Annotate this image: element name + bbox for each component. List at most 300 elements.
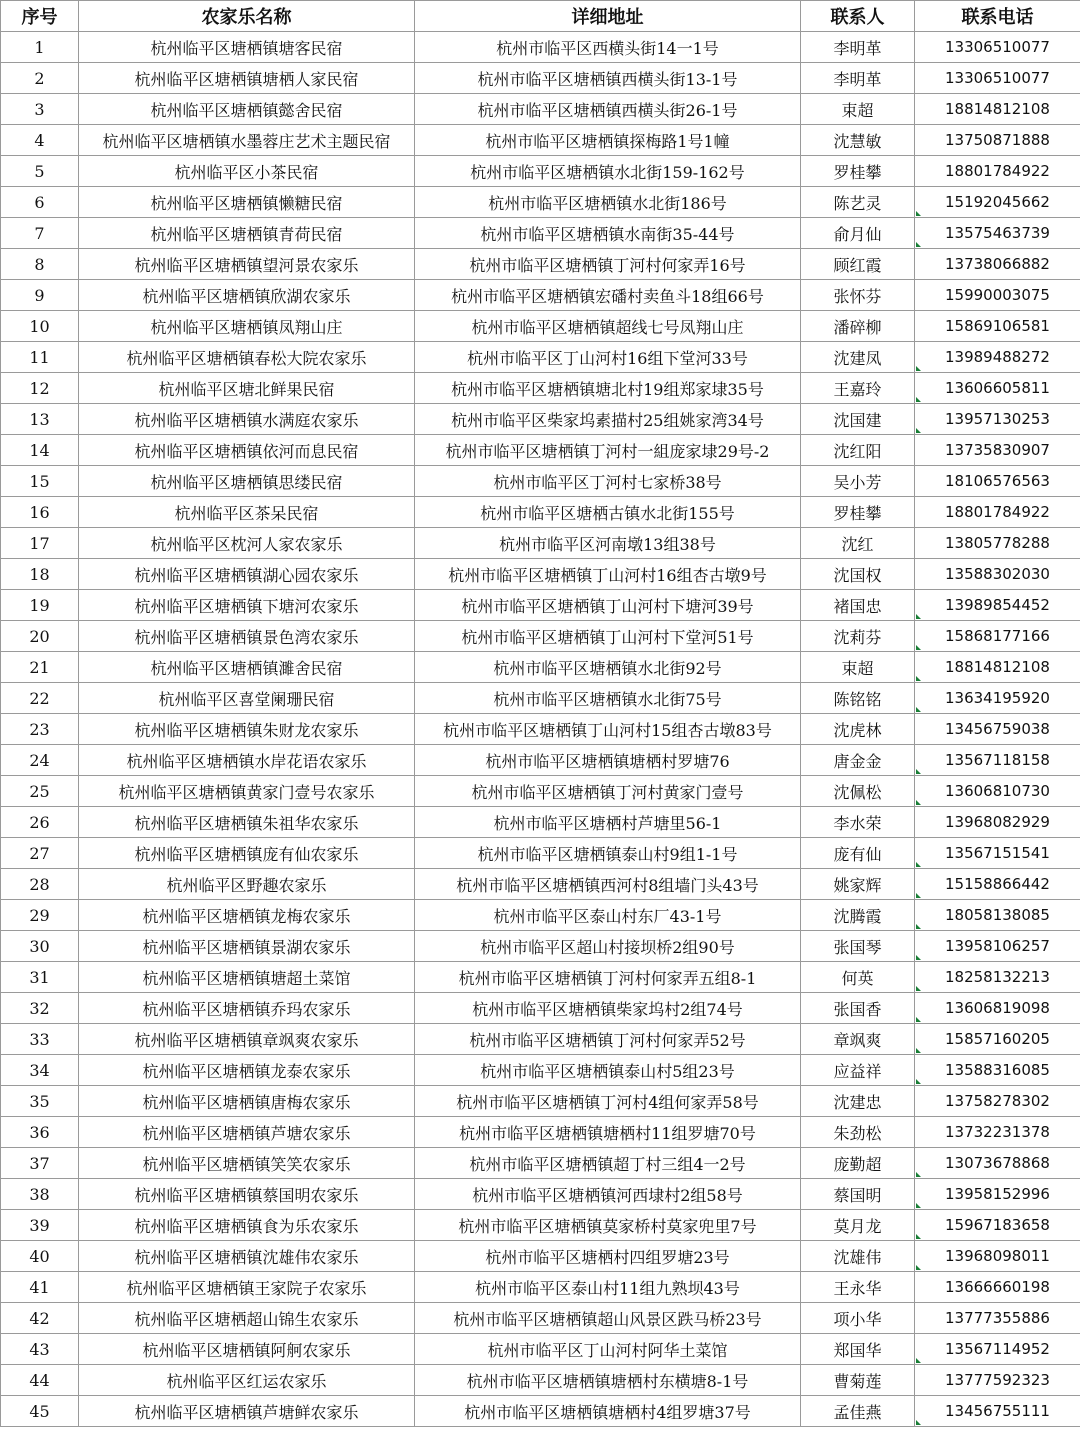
farmstay-name-cell: 杭州临平区塘栖镇思缕民宿: [79, 466, 415, 497]
phone-number: 13805778288: [945, 534, 1050, 552]
table-row: [1, 1272, 1080, 1303]
address-cell: 杭州市临平区塘栖镇丁山河村15组杏古墩83号: [415, 714, 801, 745]
farmstay-name-cell: 杭州临平区塘栖镇塘超土菜馆: [79, 962, 415, 993]
table-row: [1, 993, 1080, 1024]
contact-person-cell: 唐金金: [801, 745, 915, 776]
row-index-cell: 12: [1, 373, 79, 404]
phone-cell: [915, 1086, 1080, 1117]
table-row: [1, 869, 1080, 900]
table-row: [1, 1303, 1080, 1334]
phone-number: 13968082929: [945, 813, 1050, 831]
phone-cell: [915, 156, 1080, 187]
cell-error-indicator-icon: [916, 1203, 921, 1208]
row-index-cell: 42: [1, 1303, 79, 1334]
contact-person-cell: 罗桂攀: [801, 497, 915, 528]
phone-number: 13777355886: [945, 1309, 1050, 1327]
phone-cell: [915, 714, 1080, 745]
contact-person-cell: 沈建忠: [801, 1086, 915, 1117]
phone-number: 15967183658: [945, 1216, 1050, 1234]
table-row: [1, 1148, 1080, 1179]
phone-cell: [915, 466, 1080, 497]
contact-person-cell: 罗桂攀: [801, 156, 915, 187]
phone-cell: [915, 435, 1080, 466]
table-row: [1, 652, 1080, 683]
table-row: [1, 466, 1080, 497]
row-index-cell: 35: [1, 1086, 79, 1117]
cell-error-indicator-icon: [916, 428, 921, 433]
phone-cell: [915, 590, 1080, 621]
address-cell: 杭州市临平区丁山河村16组下堂河33号: [415, 342, 801, 373]
address-cell: 杭州市临平区泰山村11组九熟坝43号: [415, 1272, 801, 1303]
phone-number: 13567151541: [945, 844, 1050, 862]
farmstay-name-cell: 杭州临平区塘栖镇景色湾农家乐: [79, 621, 415, 652]
row-index-cell: 1: [1, 32, 79, 63]
farmstay-name-cell: 杭州临平区塘栖镇景湖农家乐: [79, 931, 415, 962]
row-index-cell: 16: [1, 497, 79, 528]
contact-person-cell: 李明革: [801, 32, 915, 63]
farmstay-name-cell: 杭州临平区塘栖镇唐梅农家乐: [79, 1086, 415, 1117]
row-index-cell: 8: [1, 249, 79, 280]
row-index-cell: 25: [1, 776, 79, 807]
farmstay-name-cell: 杭州临平区塘栖镇濉舍民宿: [79, 652, 415, 683]
address-cell: 杭州市临平区河南墩13组38号: [415, 528, 801, 559]
phone-cell: [915, 32, 1080, 63]
address-cell: 杭州市临平区塘栖镇河西埭村2组58号: [415, 1179, 801, 1210]
cell-error-indicator-icon: [916, 955, 921, 960]
table-row: [1, 249, 1080, 280]
contact-person-cell: 曹菊莲: [801, 1365, 915, 1396]
address-cell: 杭州市临平区丁山河村阿华土菜馆: [415, 1334, 801, 1365]
address-cell: 杭州市临平区塘栖镇水北街159-162号: [415, 156, 801, 187]
farmstay-name-cell: 杭州临平区塘栖镇朱祖华农家乐: [79, 807, 415, 838]
phone-number: 13958106257: [945, 937, 1050, 955]
cell-error-indicator-icon: [916, 211, 921, 216]
table-row: [1, 497, 1080, 528]
address-cell: 杭州市临平区柴家坞素描村25组姚家湾34号: [415, 404, 801, 435]
phone-cell: [915, 559, 1080, 590]
phone-cell: [915, 931, 1080, 962]
farmstay-name-cell: 杭州临平区塘栖镇水岸花语农家乐: [79, 745, 415, 776]
address-cell: 杭州市临平区塘栖镇丁河村黄家门壹号: [415, 776, 801, 807]
table-body: [1, 32, 1080, 1427]
cell-error-indicator-icon: [916, 1420, 921, 1425]
table-row: [1, 311, 1080, 342]
table-row: [1, 528, 1080, 559]
farmstay-name-cell: 杭州临平区塘栖镇芦塘农家乐: [79, 1117, 415, 1148]
farmstay-name-cell: 杭州临平区塘栖镇乔玛农家乐: [79, 993, 415, 1024]
table-row: [1, 404, 1080, 435]
row-index-cell: 21: [1, 652, 79, 683]
contact-person-cell: 顾红霞: [801, 249, 915, 280]
address-cell: 杭州市临平区塘栖镇西横头街13-1号: [415, 63, 801, 94]
phone-cell: [915, 94, 1080, 125]
row-index-cell: 44: [1, 1365, 79, 1396]
phone-cell: [915, 1148, 1080, 1179]
address-cell: 杭州市临平区塘栖镇塘北村19组郑家埭35号: [415, 373, 801, 404]
row-index-cell: 34: [1, 1055, 79, 1086]
row-index-cell: 6: [1, 187, 79, 218]
cell-error-indicator-icon: [916, 862, 921, 867]
row-index-cell: 28: [1, 869, 79, 900]
table-row: [1, 900, 1080, 931]
row-index-cell: 32: [1, 993, 79, 1024]
contact-person-cell: 潘碎柳: [801, 311, 915, 342]
address-cell: 杭州市临平区西横头街14一1号: [415, 32, 801, 63]
contact-person-cell: 束超: [801, 652, 915, 683]
table-row: [1, 1024, 1080, 1055]
header-farmstay-name: 农家乐名称: [79, 1, 415, 32]
table-row: [1, 621, 1080, 652]
row-index-cell: 19: [1, 590, 79, 621]
phone-cell: [915, 776, 1080, 807]
contact-person-cell: 陈艺灵: [801, 187, 915, 218]
farmstay-name-cell: 杭州临平区塘栖镇沈雄伟农家乐: [79, 1241, 415, 1272]
phone-number: 15158866442: [945, 875, 1050, 893]
contact-person-cell: 张国香: [801, 993, 915, 1024]
header-row: [1, 1, 1080, 32]
contact-person-cell: 沈慧敏: [801, 125, 915, 156]
address-cell: 杭州市临平区塘栖镇水南街35-44号: [415, 218, 801, 249]
farmstay-name-cell: 杭州临平区塘栖镇凤翔山庄: [79, 311, 415, 342]
contact-person-cell: 沈雄伟: [801, 1241, 915, 1272]
phone-cell: [915, 807, 1080, 838]
address-cell: 杭州市临平区塘栖镇丁山河村下塘河39号: [415, 590, 801, 621]
phone-cell: [915, 1334, 1080, 1365]
cell-error-indicator-icon: [916, 1048, 921, 1053]
phone-number: 13777592323: [945, 1371, 1050, 1389]
phone-number: 13575463739: [945, 224, 1050, 242]
contact-person-cell: 张怀芬: [801, 280, 915, 311]
phone-cell: [915, 1303, 1080, 1334]
phone-number: 13666660198: [945, 1278, 1050, 1296]
phone-number: 18258132213: [945, 968, 1050, 986]
table-row: [1, 807, 1080, 838]
table-row: [1, 838, 1080, 869]
farmstay-name-cell: 杭州临平区塘栖镇塘栖人家民宿: [79, 63, 415, 94]
farmstay-name-cell: 杭州临平区小茶民宿: [79, 156, 415, 187]
phone-number: 15990003075: [945, 286, 1050, 304]
farmstay-name-cell: 杭州临平区塘栖镇水满庭农家乐: [79, 404, 415, 435]
phone-cell: [915, 187, 1080, 218]
cell-error-indicator-icon: [916, 645, 921, 650]
contact-person-cell: 束超: [801, 94, 915, 125]
row-index-cell: 31: [1, 962, 79, 993]
phone-number: 13634195920: [945, 689, 1050, 707]
row-index-cell: 14: [1, 435, 79, 466]
cell-error-indicator-icon: [916, 707, 921, 712]
cell-error-indicator-icon: [916, 924, 921, 929]
cell-error-indicator-icon: [916, 397, 921, 402]
address-cell: 杭州市临平区塘栖镇水北街92号: [415, 652, 801, 683]
address-cell: 杭州市临平区塘栖镇西横头街26-1号: [415, 94, 801, 125]
farmstay-name-cell: 杭州临平区塘栖镇望河景农家乐: [79, 249, 415, 280]
address-cell: 杭州市临平区塘栖镇泰山村9组1-1号: [415, 838, 801, 869]
address-cell: 杭州市临平区塘栖镇西河村8组墙门头43号: [415, 869, 801, 900]
row-index-cell: 2: [1, 63, 79, 94]
address-cell: 杭州市临平区塘栖镇柴家坞村2组74号: [415, 993, 801, 1024]
contact-person-cell: 王嘉玲: [801, 373, 915, 404]
contact-person-cell: 姚家辉: [801, 869, 915, 900]
header-phone: 联系电话: [915, 1, 1080, 32]
table-row: [1, 931, 1080, 962]
cell-error-indicator-icon: [916, 676, 921, 681]
cell-error-indicator-icon: [916, 986, 921, 991]
contact-person-cell: 莫月龙: [801, 1210, 915, 1241]
cell-error-indicator-icon: [916, 893, 921, 898]
cell-error-indicator-icon: [916, 242, 921, 247]
table-row: [1, 1086, 1080, 1117]
phone-number: 15869106581: [945, 317, 1050, 335]
phone-number: 18106576563: [945, 472, 1050, 490]
phone-number: 18801784922: [945, 503, 1050, 521]
contact-person-cell: 孟佳燕: [801, 1396, 915, 1427]
row-index-cell: 17: [1, 528, 79, 559]
table-row: [1, 1365, 1080, 1396]
phone-cell: [915, 838, 1080, 869]
phone-cell: [915, 683, 1080, 714]
table-row: [1, 373, 1080, 404]
farmstay-name-cell: 杭州临平区喜堂阑珊民宿: [79, 683, 415, 714]
phone-number: 13750871888: [945, 131, 1050, 149]
farmstay-name-cell: 杭州临平区茶呆民宿: [79, 497, 415, 528]
table-row: [1, 218, 1080, 249]
table-row: [1, 590, 1080, 621]
farmstay-name-cell: 杭州临平区塘栖镇水墨蓉庄艺术主题民宿: [79, 125, 415, 156]
table-header: [1, 1, 1080, 32]
contact-person-cell: 王永华: [801, 1272, 915, 1303]
row-index-cell: 24: [1, 745, 79, 776]
address-cell: 杭州市临平区塘栖镇丁河村4组何家弄58号: [415, 1086, 801, 1117]
farmstay-name-cell: 杭州临平区塘栖镇龙泰农家乐: [79, 1055, 415, 1086]
phone-cell: [915, 528, 1080, 559]
phone-cell: [915, 342, 1080, 373]
phone-number: 13606810730: [945, 782, 1050, 800]
contact-person-cell: 庞有仙: [801, 838, 915, 869]
farmstay-name-cell: 杭州临平区塘栖镇青荷民宿: [79, 218, 415, 249]
farmstay-name-cell: 杭州临平区塘栖超山锦生农家乐: [79, 1303, 415, 1334]
phone-cell: [915, 404, 1080, 435]
phone-cell: [915, 280, 1080, 311]
phone-cell: [915, 311, 1080, 342]
phone-cell: [915, 1055, 1080, 1086]
phone-cell: [915, 621, 1080, 652]
contact-person-cell: 褚国忠: [801, 590, 915, 621]
contact-person-cell: 张国琴: [801, 931, 915, 962]
phone-number: 13989488272: [945, 348, 1050, 366]
farmstay-name-cell: 杭州临平区塘栖镇朱财龙农家乐: [79, 714, 415, 745]
address-cell: 杭州市临平区塘栖镇塘栖村4组罗塘37号: [415, 1396, 801, 1427]
phone-number: 13738066882: [945, 255, 1050, 273]
contact-person-cell: 沈国建: [801, 404, 915, 435]
row-index-cell: 38: [1, 1179, 79, 1210]
phone-number: 13456759038: [945, 720, 1050, 738]
phone-number: 13989854452: [945, 596, 1050, 614]
table-row: [1, 714, 1080, 745]
phone-number: 18814812108: [945, 658, 1050, 676]
phone-number: 15868177166: [945, 627, 1050, 645]
address-cell: 杭州市临平区塘栖镇塘栖村罗塘76: [415, 745, 801, 776]
address-cell: 杭州市临平区塘栖镇丁河村一組庞家埭29号-2: [415, 435, 801, 466]
farmstay-name-cell: 杭州临平区塘栖镇王家院子农家乐: [79, 1272, 415, 1303]
address-cell: 杭州市临平区塘栖镇泰山村5组23号: [415, 1055, 801, 1086]
phone-number: 13968098011: [945, 1247, 1050, 1265]
farmstay-name-cell: 杭州临平区塘栖镇龙梅农家乐: [79, 900, 415, 931]
table-row: [1, 1210, 1080, 1241]
farmstay-name-cell: 杭州临平区塘栖镇蔡国明农家乐: [79, 1179, 415, 1210]
table-row: [1, 745, 1080, 776]
address-cell: 杭州市临平区塘栖镇超山风景区跌马桥23号: [415, 1303, 801, 1334]
row-index-cell: 33: [1, 1024, 79, 1055]
contact-person-cell: 陈铭铭: [801, 683, 915, 714]
table-row: [1, 125, 1080, 156]
header-contact-person: 联系人: [801, 1, 915, 32]
row-index-cell: 27: [1, 838, 79, 869]
address-cell: 杭州市临平区塘栖镇水北街186号: [415, 187, 801, 218]
address-cell: 杭州市临平区塘栖村四组罗塘23号: [415, 1241, 801, 1272]
address-cell: 杭州市临平区超山村接坝桥2组90号: [415, 931, 801, 962]
table-row: [1, 683, 1080, 714]
row-index-cell: 40: [1, 1241, 79, 1272]
row-index-cell: 5: [1, 156, 79, 187]
row-index-cell: 15: [1, 466, 79, 497]
row-index-cell: 13: [1, 404, 79, 435]
cell-error-indicator-icon: [916, 769, 921, 774]
phone-number: 13456755111: [945, 1402, 1050, 1420]
address-cell: 杭州市临平区塘栖镇宏磻村卖鱼斗18组66号: [415, 280, 801, 311]
header-index: 序号: [1, 1, 79, 32]
address-cell: 杭州市临平区塘栖镇探梅路1号1幢: [415, 125, 801, 156]
phone-cell: [915, 1272, 1080, 1303]
farmstay-name-cell: 杭州临平区塘栖镇湖心园农家乐: [79, 559, 415, 590]
address-cell: 杭州市临平区塘栖镇丁山河村下堂河51号: [415, 621, 801, 652]
row-index-cell: 11: [1, 342, 79, 373]
farmstay-name-cell: 杭州临平区塘栖镇懿舍民宿: [79, 94, 415, 125]
cell-error-indicator-icon: [916, 366, 921, 371]
phone-number: 18058138085: [945, 906, 1050, 924]
farmstay-name-cell: 杭州临平区塘栖镇笑笑农家乐: [79, 1148, 415, 1179]
row-index-cell: 41: [1, 1272, 79, 1303]
phone-cell: [915, 63, 1080, 94]
row-index-cell: 36: [1, 1117, 79, 1148]
phone-number: 13606605811: [945, 379, 1050, 397]
row-index-cell: 43: [1, 1334, 79, 1365]
contact-person-cell: 李水荣: [801, 807, 915, 838]
phone-number: 13758278302: [945, 1092, 1050, 1110]
contact-person-cell: 沈红: [801, 528, 915, 559]
contact-person-cell: 朱劲松: [801, 1117, 915, 1148]
cell-error-indicator-icon: [916, 1172, 921, 1177]
phone-number: 15857160205: [945, 1030, 1050, 1048]
address-cell: 杭州市临平区塘栖镇超线七号凤翔山庄: [415, 311, 801, 342]
address-cell: 杭州市临平区塘栖镇水北街75号: [415, 683, 801, 714]
phone-number: 13073678868: [945, 1154, 1050, 1172]
address-cell: 杭州市临平区塘栖镇莫家桥村莫家兜里7号: [415, 1210, 801, 1241]
row-index-cell: 30: [1, 931, 79, 962]
address-cell: 杭州市临平区塘栖镇丁河村何家弄五组8-1: [415, 962, 801, 993]
farmstay-name-cell: 杭州临平区枕河人家农家乐: [79, 528, 415, 559]
phone-number: 13306510077: [945, 38, 1050, 56]
phone-cell: [915, 962, 1080, 993]
phone-number: 13588302030: [945, 565, 1050, 583]
phone-cell: [915, 497, 1080, 528]
farmstay-name-cell: 杭州临平区塘栖镇庞有仙农家乐: [79, 838, 415, 869]
table-row: [1, 1055, 1080, 1086]
row-index-cell: 20: [1, 621, 79, 652]
phone-cell: [915, 1117, 1080, 1148]
farmstay-name-cell: 杭州临平区红运农家乐: [79, 1365, 415, 1396]
phone-number: 13588316085: [945, 1061, 1050, 1079]
address-cell: 杭州市临平区塘栖镇塘栖村11组罗塘70号: [415, 1117, 801, 1148]
phone-cell: [915, 745, 1080, 776]
table-row: [1, 187, 1080, 218]
farmstay-name-cell: 杭州临平区塘栖镇懒糖民宿: [79, 187, 415, 218]
address-cell: 杭州市临平区塘栖镇塘栖村东横塘8-1号: [415, 1365, 801, 1396]
contact-person-cell: 郑国华: [801, 1334, 915, 1365]
phone-cell: [915, 1365, 1080, 1396]
table-row: [1, 1179, 1080, 1210]
phone-cell: [915, 652, 1080, 683]
table-row: [1, 342, 1080, 373]
row-index-cell: 39: [1, 1210, 79, 1241]
row-index-cell: 9: [1, 280, 79, 311]
contact-person-cell: 沈腾霞: [801, 900, 915, 931]
farmstay-name-cell: 杭州临平区塘北鲜果民宿: [79, 373, 415, 404]
farmstay-name-cell: 杭州临平区塘栖镇阿舸农家乐: [79, 1334, 415, 1365]
farmstay-name-cell: 杭州临平区塘栖镇塘客民宿: [79, 32, 415, 63]
contact-person-cell: 沈莉芬: [801, 621, 915, 652]
row-index-cell: 26: [1, 807, 79, 838]
phone-cell: [915, 1241, 1080, 1272]
phone-cell: [915, 1179, 1080, 1210]
phone-number: 13606819098: [945, 999, 1050, 1017]
address-cell: 杭州市临平区塘栖镇丁河村何家弄52号: [415, 1024, 801, 1055]
cell-error-indicator-icon: [916, 1079, 921, 1084]
contact-person-cell: 章飒爽: [801, 1024, 915, 1055]
contact-person-cell: 俞月仙: [801, 218, 915, 249]
phone-number: 13732231378: [945, 1123, 1050, 1141]
phone-cell: [915, 869, 1080, 900]
contact-person-cell: 沈佩松: [801, 776, 915, 807]
contact-person-cell: 沈红阳: [801, 435, 915, 466]
phone-cell: [915, 993, 1080, 1024]
phone-number: 13567114952: [945, 1340, 1050, 1358]
contact-person-cell: 何英: [801, 962, 915, 993]
phone-cell: [915, 1024, 1080, 1055]
contact-person-cell: 沈国权: [801, 559, 915, 590]
phone-cell: [915, 900, 1080, 931]
table-row: [1, 280, 1080, 311]
table-row: [1, 1396, 1080, 1427]
phone-number: 18814812108: [945, 100, 1050, 118]
row-index-cell: 10: [1, 311, 79, 342]
cell-error-indicator-icon: [916, 1265, 921, 1270]
table-row: [1, 559, 1080, 590]
table-row: [1, 156, 1080, 187]
contact-person-cell: 应益祥: [801, 1055, 915, 1086]
address-cell: 杭州市临平区塘栖村芦塘里56-1: [415, 807, 801, 838]
contact-person-cell: 庞勤超: [801, 1148, 915, 1179]
table-row: [1, 1241, 1080, 1272]
phone-number: 13306510077: [945, 69, 1050, 87]
farmstay-name-cell: 杭州临平区塘栖镇章飒爽农家乐: [79, 1024, 415, 1055]
table-row: [1, 63, 1080, 94]
contact-person-cell: 吴小芳: [801, 466, 915, 497]
farmstay-name-cell: 杭州临平区塘栖镇黄家门壹号农家乐: [79, 776, 415, 807]
cell-error-indicator-icon: [916, 800, 921, 805]
table-row: [1, 1334, 1080, 1365]
address-cell: 杭州市临平区塘栖镇丁河村何家弄16号: [415, 249, 801, 280]
row-index-cell: 37: [1, 1148, 79, 1179]
